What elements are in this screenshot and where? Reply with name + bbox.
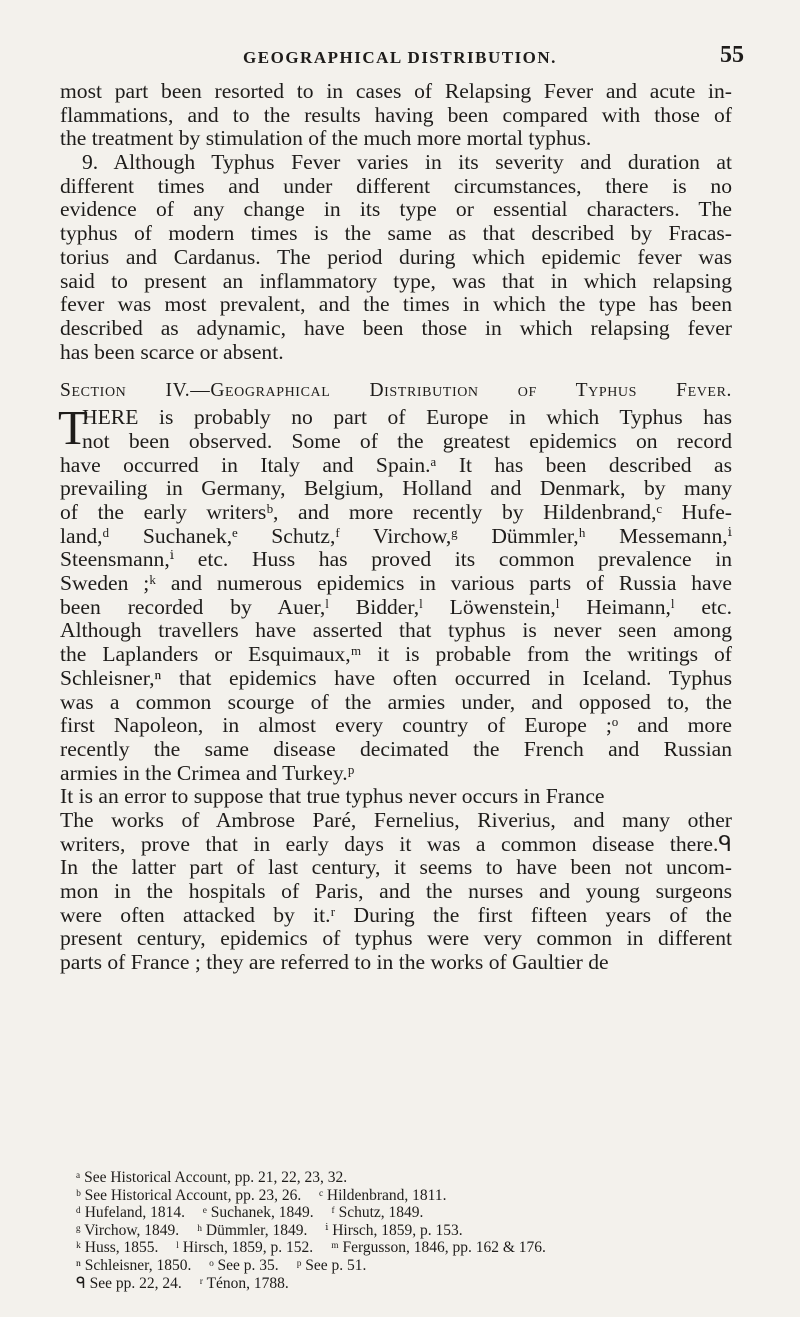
footnote: ᵃ See Historical Account, pp. 21, 22, 23, 32. (76, 1169, 348, 1186)
footnote: ᵉ Suchanek, 1849. (202, 1204, 314, 1222)
text-line: Although travellers have asserted that typhus is never seen among (60, 618, 732, 643)
footnote: ᵍ Virchow, 1849. (76, 1221, 180, 1239)
section-heading: Section IV.—Geographical Distribution of Typhus Fever. (60, 380, 732, 402)
text-line-content: HERE is probably no part of Europe in which Typhus has (82, 405, 732, 430)
text-line: In the latter part of last century, it seems to have been not uncom- (60, 855, 732, 880)
text-line: of the early writersᵇ, and more recently by Hildenbrand,ᶜ Hufe- (60, 500, 732, 524)
text-line: prevailing in Germany, Belgium, Holland and Denmark, by many (60, 476, 732, 501)
footnote: ⁿ Schleisner, 1850. (76, 1256, 192, 1274)
footnote-line (76, 1187, 736, 1205)
text-line: not been observed. Some of the greatest epidemics on record (82, 428, 732, 453)
text-line: the treatment by stimulation of the much more mortal typhus. (60, 126, 592, 151)
text-line: fever was most prevalent, and the times in which the type has been (60, 292, 732, 317)
text-line: recently the same disease decimated the French and Russian (60, 736, 732, 761)
text-line: land,ᵈ Suchanek,ᵉ Schutz,ᶠ Virchow,ᵍ Dümmler,ʰ Messemann,ⁱ (60, 523, 732, 548)
text-line: 9. Although Typhus Fever varies in its severity and duration at (82, 150, 732, 175)
footnote: ʳ Ténon, 1788. (199, 1274, 289, 1292)
text-line: most part been resorted to in cases of Relapsing Fever and acute in- (60, 79, 732, 103)
text-line: been recorded by Auer,ˡ Bidder,ˡ Löwenstein,ˡ Heimann,ˡ etc. (60, 594, 732, 619)
body-text (60, 80, 732, 975)
text-line: different times and under different circumstances, there is no (60, 173, 732, 198)
text-line: first Napoleon, in almost every country of Europe ;ᵒ and more (60, 713, 732, 738)
text-line: It is an error to suppose that true typhus never occurs in France (60, 784, 605, 809)
footnote-line (76, 1239, 736, 1257)
text-line: the Laplanders or Esquimaux,ᵐ it is probable from the writings of (60, 642, 732, 667)
footnote: ᵐ Fergusson, 1846, pp. 162 & 176. (331, 1239, 546, 1257)
text-line: Schleisner,ⁿ that epidemics have often occurred in Iceland. Typhus (60, 665, 732, 690)
text-line: present century, epidemics of typhus were very common in different (60, 926, 732, 951)
text-line: described as adynamic, have been those in which relapsing fever (60, 315, 732, 340)
footnote: ᵏ Huss, 1855. (76, 1239, 159, 1257)
running-head: GEOGRAPHICAL DISTRIBUTION. (243, 48, 557, 67)
paragraph-relapsing-fever (60, 80, 732, 151)
footnote: ˡ Hirsch, 1859, p. 152. (176, 1239, 314, 1257)
text-line: torius and Cardanus. The period during which epidemic fever was (60, 244, 732, 269)
footnote-line (76, 1169, 736, 1187)
footnote: ʰ Dümmler, 1849. (197, 1221, 308, 1239)
text-line: evidence of any change in its type or essential characters. The (60, 197, 732, 222)
drop-cap: T (58, 400, 88, 456)
footnote: ᶜ Hildenbrand, 1811. (319, 1186, 447, 1204)
footnote: ⁱ Hirsch, 1859, p. 153. (325, 1221, 463, 1239)
paragraph-france (60, 785, 732, 975)
footnote-line (76, 1204, 736, 1222)
text-line: typhus of modern times is the same as that described by Fracas- (60, 221, 732, 246)
footnote: ᵈ Hufeland, 1814. (76, 1204, 185, 1222)
page-number: 55 (720, 42, 744, 68)
text-line: writers, prove that in early days it was a common disease there.ᑫ (60, 831, 732, 856)
footnote: ᑫ See pp. 22, 24. (76, 1274, 182, 1292)
footnote: ᵖ See p. 51. (296, 1256, 367, 1274)
text-line: has been scarce or absent. (60, 339, 284, 364)
text-line: flammations, and to the results having been compared with those of (60, 102, 732, 127)
footnote: ᵒ See p. 35. (209, 1256, 279, 1274)
text-line: Sweden ;ᵏ and numerous epidemics in various parts of Russia have (60, 571, 732, 596)
footnote-line (76, 1275, 736, 1293)
footnotes (76, 1169, 736, 1292)
footnote-line (76, 1257, 736, 1275)
text-line: armies in the Crimea and Turkey.ᵖ (60, 760, 355, 785)
text-line: Steensmann,ⁱ etc. Huss has proved its common prevalence in (60, 547, 732, 572)
footnote: ᵇ See Historical Account, pp. 23, 26. (76, 1186, 302, 1204)
footnote: ᶠ Schutz, 1849. (331, 1204, 424, 1222)
footnote-line (76, 1222, 736, 1240)
text-line: were often attacked by it.ʳ During the first fifteen years of the (60, 902, 732, 927)
text-line: was a common scourge of the armies under, and opposed to, the (60, 689, 732, 714)
text-line: parts of France ; they are referred to in the works of Gaultier de (60, 950, 609, 975)
text-line: The works of Ambrose Paré, Fernelius, Riverius, and many other (60, 807, 732, 832)
text-line: have occurred in Italy and Spain.ᵃ It has been described as (60, 452, 732, 477)
text-line: mon in the hospitals of Paris, and the nurses and young surgeons (60, 879, 732, 903)
paragraph-9 (60, 151, 732, 364)
paragraph-section-iv (58, 400, 732, 785)
text-line: said to present an inflammatory type, was that in which relapsing (60, 268, 732, 293)
